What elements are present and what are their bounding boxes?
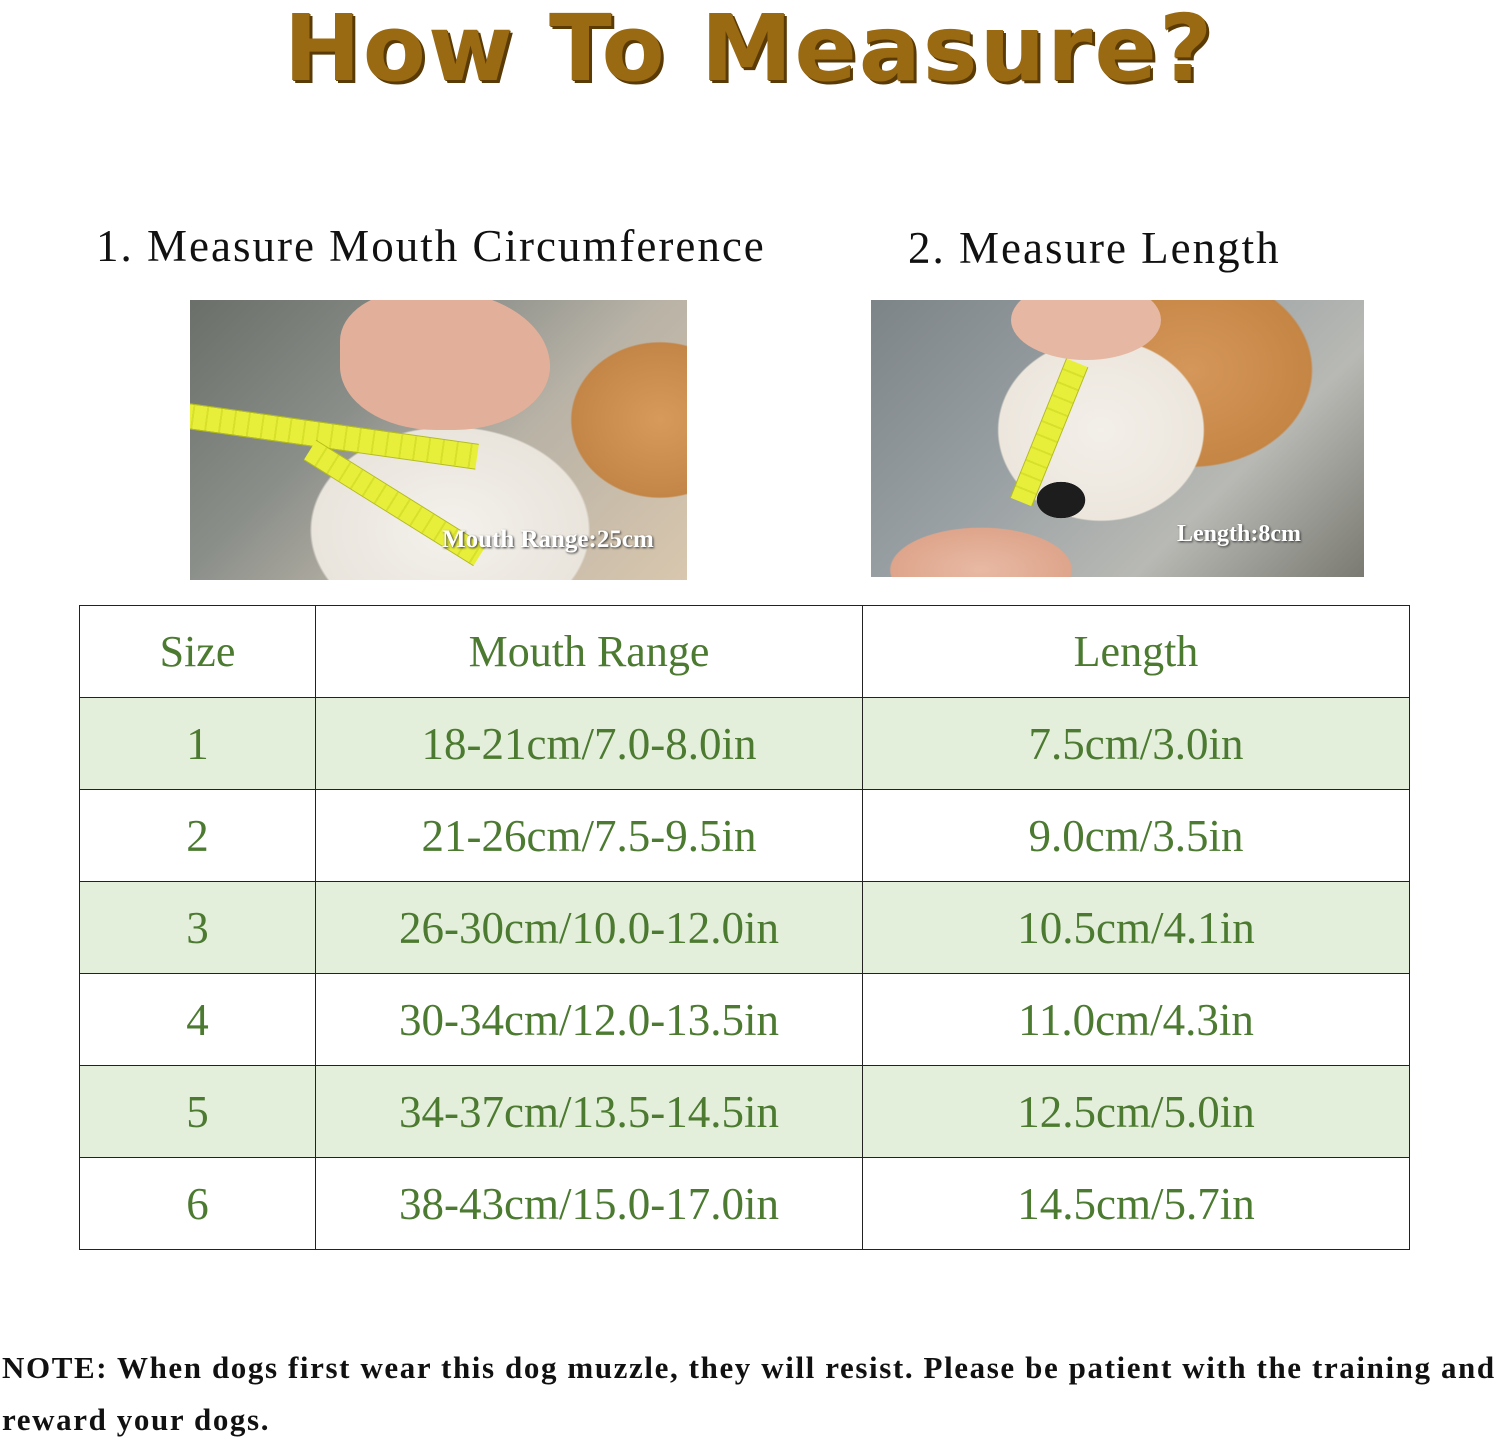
cell-mouth-range: 38-43cm/15.0-17.0in	[316, 1158, 863, 1250]
cell-size: 2	[80, 790, 316, 882]
table-row	[80, 698, 1410, 790]
table-row	[80, 790, 1410, 882]
header-length: Length	[863, 606, 1410, 698]
table-row	[80, 1158, 1410, 1250]
step-heading-mouth-circumference: 1. Measure Mouth Circumference	[96, 221, 766, 271]
cell-size: 6	[80, 1158, 316, 1250]
step-heading-length: 2. Measure Length	[908, 223, 1281, 273]
hand-shape	[340, 300, 550, 430]
table-header-row	[80, 606, 1410, 698]
cell-length: 7.5cm/3.0in	[863, 698, 1410, 790]
cell-length: 10.5cm/4.1in	[863, 882, 1410, 974]
cell-mouth-range: 26-30cm/10.0-12.0in	[316, 882, 863, 974]
cell-length: 14.5cm/5.7in	[863, 1158, 1410, 1250]
hand-shape	[1011, 300, 1161, 360]
cell-length: 11.0cm/4.3in	[863, 974, 1410, 1066]
table-row	[80, 1066, 1410, 1158]
header-mouth-range: Mouth Range	[316, 606, 863, 698]
cell-size: 1	[80, 698, 316, 790]
table-row	[80, 974, 1410, 1066]
length-caption: Length:8cm	[1177, 521, 1301, 547]
table-row	[80, 882, 1410, 974]
care-note: NOTE: When dogs first wear this dog muzzle, they will resist. Please be patient with the training and reward your dogs.	[2, 1350, 1496, 1437]
cell-length: 9.0cm/3.5in	[863, 790, 1410, 882]
cell-mouth-range: 34-37cm/13.5-14.5in	[316, 1066, 863, 1158]
cell-mouth-range: 30-34cm/12.0-13.5in	[316, 974, 863, 1066]
header-size: Size	[80, 606, 316, 698]
cell-mouth-range: 21-26cm/7.5-9.5in	[316, 790, 863, 882]
measuring-tape	[1010, 358, 1088, 506]
cell-length: 12.5cm/5.0in	[863, 1066, 1410, 1158]
cell-mouth-range: 18-21cm/7.0-8.0in	[316, 698, 863, 790]
cell-size: 5	[80, 1066, 316, 1158]
length-photo	[871, 300, 1364, 577]
mouth-range-caption: Mouth Range:25cm	[442, 526, 654, 553]
page-title: How To Measure?	[283, 0, 1215, 102]
cell-size: 3	[80, 882, 316, 974]
mouth-circumference-photo	[190, 300, 687, 580]
size-chart-table	[79, 605, 1410, 1250]
cell-size: 4	[80, 974, 316, 1066]
